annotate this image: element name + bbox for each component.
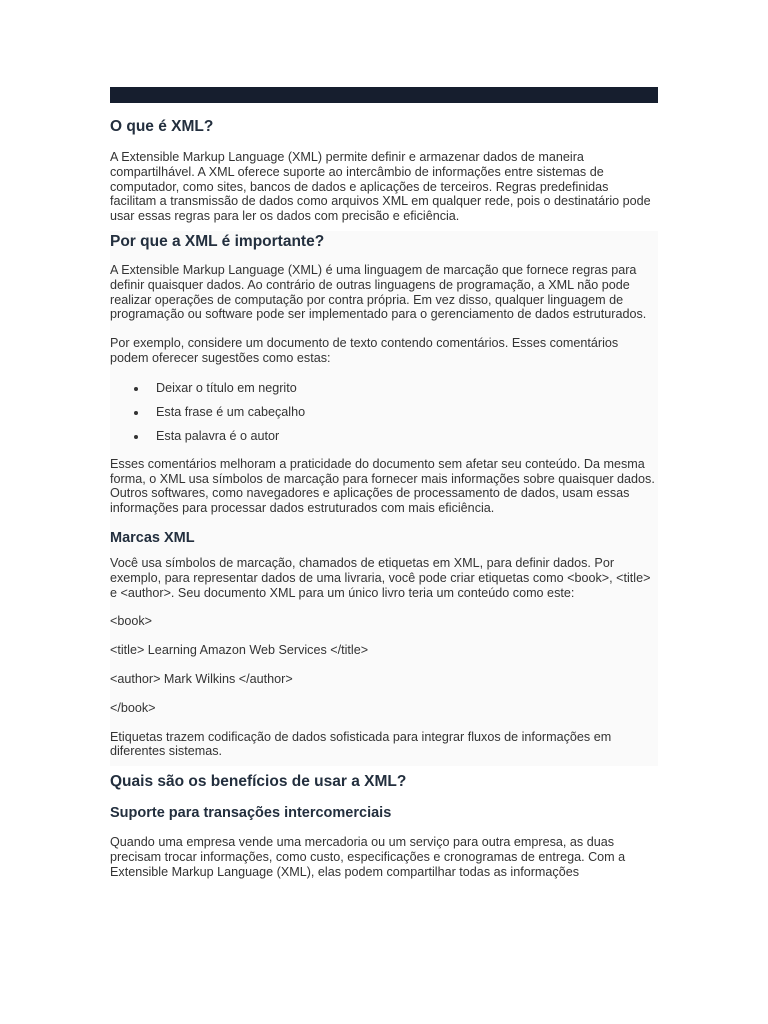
paragraph-what-is-xml: A Extensible Markup Language (XML) permite definir e armazenar dados de maneira compartilhável. A XML oferece suporte ao intercâmbio de informações entre sistemas de computador, como sites, bancos de dados e aplicações de terceiros. Regras predefinidas facilitam a transmissão de dados como arquivos XML em qualquer rede, pois o destinatário pode usar essas regras para ler os dados com precisão e eficiência. (110, 150, 651, 224)
code-line-book-close: </book> (110, 700, 156, 715)
bullet-icon (134, 387, 138, 391)
code-line-book-open: <book> (110, 614, 153, 629)
list-item (156, 405, 658, 429)
list-item-text: Esta palavra é o autor (156, 428, 280, 443)
list-item (156, 381, 658, 405)
code-line-author: <author> Mark Wilkins </author> (110, 671, 293, 686)
paragraph-why-3: Esses comentários melhoram a praticidade do documento sem afetar seu conteúdo. Da mesma forma, o XML usa símbolos de marcação para fornecer mais informações sobre quaisquer dados. Outros softwares, como navegadores e aplicações de processamento de dados, usam essas informações para processar dados estruturados com mais eficiência. (110, 456, 655, 516)
heading-what-is-xml: O que é XML? (110, 118, 214, 135)
header-bar (110, 87, 658, 103)
shaded-block (110, 231, 658, 766)
paragraph-why-2: Por exemplo, considere um documento de texto contendo comentários. Esses comentários podem oferecer sugestões como estas: (110, 336, 619, 365)
heading-xml-tags: Marcas XML (110, 529, 195, 546)
code-line-title: <title> Learning Amazon Web Services </title> (110, 643, 369, 658)
paragraph-tags-1: Você usa símbolos de marcação, chamados de etiquetas em XML, para definir dados. Por exemplo, para representar dados de uma livraria, você pode criar etiquetas como <book>, <title> e <author>. Seu documento XML para um único livro teria um conteúdo como este: (110, 555, 651, 600)
bullet-icon (134, 411, 138, 415)
paragraph-b2b: Quando uma empresa vende uma mercadoria ou um serviço para outra empresa, as duas precisam trocar informações, como custo, especificações e cronogramas de entrega. Com a Extensible Markup Language (XML), elas podem compartilhar todas as informações (110, 835, 626, 879)
heading-benefits: Quais são os benefícios de usar a XML? (110, 773, 407, 791)
list-item-text: Deixar o título em negrito (156, 380, 297, 395)
article-body (110, 116, 658, 880)
paragraph-tags-2: Etiquetas trazem codificação de dados sofisticada para integrar fluxos de informações em diferentes sistemas. (110, 729, 612, 759)
bullet-icon (134, 435, 138, 439)
comment-suggestions-list (110, 381, 658, 453)
heading-why-xml-important: Por que a XML é importante? (110, 232, 325, 250)
heading-b2b-support: Suporte para transações intercomerciais (110, 805, 392, 822)
paragraph-why-1: A Extensible Markup Language (XML) é uma linguagem de marcação que fornece regras para definir quaisquer dados. Ao contrário de outras linguagens de programação, a XML não pode realizar operações de computação por contra própria. Em vez disso, qualquer linguagem de programação ou software pode ser implementado para o gerenciamento de dados estruturados. (110, 262, 647, 322)
list-item (156, 429, 658, 453)
list-item-text: Esta frase é um cabeçalho (156, 404, 306, 419)
